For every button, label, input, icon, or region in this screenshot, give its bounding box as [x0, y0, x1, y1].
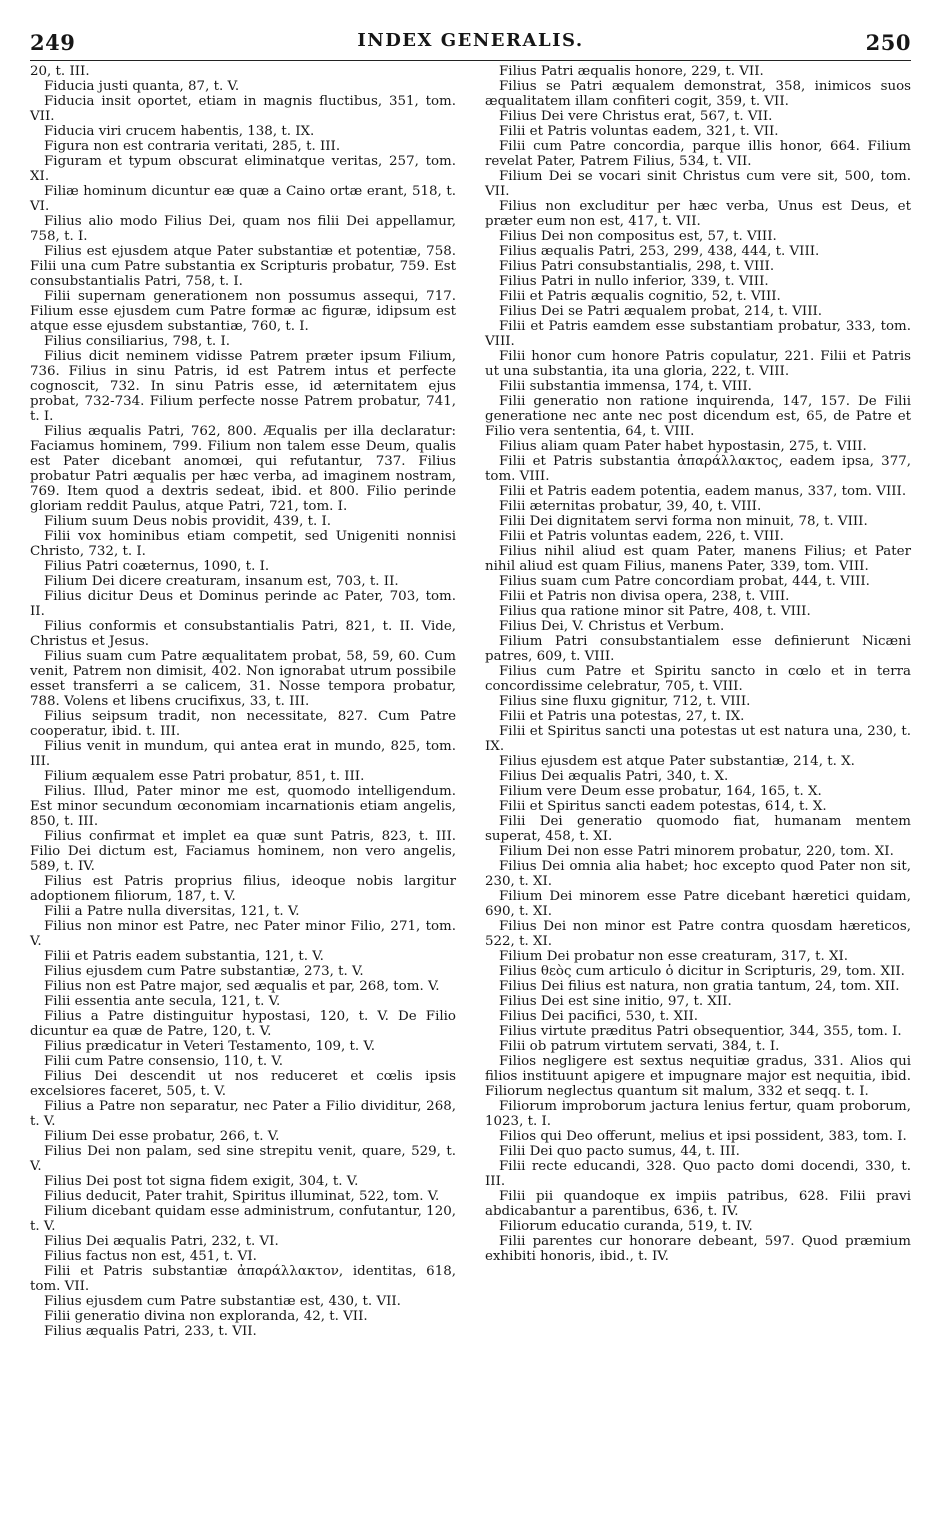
index-entry: Filius prædicatur in Veteri Testamento, 109, t. V. [44, 1039, 376, 1054]
index-entry: Filii æternitas probatur, 39, 40, t. VIII. [499, 499, 762, 514]
index-entry: Filius æqualis Patri, 233, t. VII. [44, 1324, 257, 1339]
index-entry: Filius non minor est Patre, nec Pater minor Filio, 271, tom. V. [30, 919, 456, 949]
index-entry: Filius est Patris proprius filius, ideoque nobis largitur adoptionem filiorum, 187, t. V. [30, 874, 456, 904]
index-entry: Filius suam cum Patre concordiam probat, 444, t. VIII. [499, 574, 870, 589]
index-entry: Filii honor cum honore Patris copulatur, 221. Filii et Patris ut una substantia, ita una gloria, 222, t. VIII. [485, 349, 911, 379]
index-entry: Filius virtute præditus Patri obsequentior, 344, 355, tom. I. [499, 1024, 902, 1039]
index-entry: Filius venit in mundum, qui antea erat in mundo, 825, tom. III. [30, 739, 456, 769]
index-entry: Filius Dei, V. Christus et Verbum. [499, 619, 725, 634]
index-entry: Filium Dei se vocari sinit Christus cum vere sit, 500, tom. VII. [485, 169, 911, 199]
index-entry: Filius sine fluxu gignitur, 712, t. VIII. [499, 694, 751, 709]
index-entry: Filius Dei æqualis Patri, 340, t. X. [499, 769, 729, 784]
index-entry: Filii generatio divina non exploranda, 42, t. VII. [44, 1309, 368, 1324]
index-entry: Filii et Spiritus sancti una potestas ut est natura una, 230, t. IX. [485, 724, 911, 754]
index-entry: Filius æqualis Patri, 762, 800. Æqualis per illa declaratur: Faciamus hominem, 799. Filium non talem esse Deum, qualis est Pater dicebant anomœi, qui refutantur, 737. Filius probatur Patri æqualis per hæc verba, ad imaginem nostram, 769. Item quod a dextris sedeat, ibid. et 800. Filio perinde gloriam reddit Paulus, atque Patri, 721, tom. I. [30, 424, 456, 514]
index-entry: Filius Dei descendit ut nos reduceret et cœlis ipsis excelsiores faceret, 505, t. V. [30, 1069, 456, 1099]
index-entry: Filius Dei se Patri æqualem probat, 214, t. VIII. [499, 304, 823, 319]
index-entry: Filius confirmat et implet ea quæ sunt Patris, 823, t. III. Filio Dei dictum est, Faciamus hominem, non vero angelis, 589, t. IV. [30, 829, 456, 874]
index-entry: Filii vox hominibus etiam competit, sed Unigeniti nonnisi Christo, 732, t. I. [30, 529, 456, 559]
index-entry: Filii ob patrum virtutem servati, 384, t. I. [499, 1039, 780, 1054]
page-header [30, 30, 911, 62]
index-entry: Filius est ejusdem atque Pater substantiæ et potentiæ, 758. Filii una cum Patre substantia ex Scripturis probatur, 759. Est consubstantialis Patri, 758, t. I. [30, 244, 456, 289]
index-entry: Filius Patri in nullo inferior, 339, t. VIII. [499, 274, 769, 289]
index-entry: Filium dicebant quidam esse administrum, confutantur, 120, t. V. [30, 1204, 456, 1234]
index-entry: Filiorum educatio curanda, 519, t. IV. [499, 1219, 753, 1234]
index-entry: Filius aliam quam Pater habet hypostasin, 275, t. VIII. [499, 439, 867, 454]
index-entry: Filius se Patri æqualem demonstrat, 358, inimicos suos æqualitatem illam confiteri cogit, 359, t. VII. [485, 79, 911, 109]
index-entry: Filii supernam generationem non possumus assequi, 717. Filium esse ejusdem cum Patre formæ ac figuræ, idipsum est atque esse ejusdem substantiæ, 760, t. I. [30, 289, 456, 334]
index-entry: Filii essentia ante secula, 121, t. V. [44, 994, 281, 1009]
index-entry: Filius nihil aliud est quam Pater, manens Filius; et Pater nihil aliud est quam Filius, manens Pater, 339, tom. VIII. [485, 544, 911, 574]
index-entry: Filii et Patris eamdem esse substantiam probatur, 333, tom. VIII. [485, 319, 911, 349]
index-entry: Filios negligere est sextus nequitiæ gradus, 331. Alios qui filios instituunt apigere et impugnare major est nequitia, ibid. Filiorum neglectus quantum sit malum, 332 et seqq. t. I. [485, 1054, 911, 1099]
index-entry: Fiducia viri crucem habentis, 138, t. IX. [44, 124, 315, 139]
index-entry: Filii et Patris substantia ἀπαράλλακτος, eadem ipsa, 377, tom. VIII. [485, 454, 911, 484]
index-entry: Filius. Illud, Pater minor me est, quomodo intelligendum. Est minor secundum œconomiam incarnationis etiam angelis, 850, t. III. [30, 784, 456, 829]
index-entry: Filii Dei quo pacto sumus, 44, t. III. [499, 1144, 740, 1159]
index-entry: Filius qua ratione minor sit Patre, 408, t. VIII. [499, 604, 811, 619]
index-entry: Filius ejusdem est atque Pater substantiæ, 214, t. X. [499, 754, 855, 769]
index-entry: Filius Dei non minor est Patre contra quosdam hæreticos, 522, t. XI. [485, 919, 911, 949]
index-entry: Filius Dei non palam, sed sine strepitu venit, quare, 529, t. V. [30, 1144, 456, 1174]
index-entry: Figura non est contraria veritati, 285, t. III. [44, 139, 341, 154]
index-entry: Filii et Spiritus sancti eadem potestas, 614, t. X. [499, 799, 827, 814]
index-entry: Filii et Patris voluntas eadem, 226, t. VIII. [499, 529, 784, 544]
index-entry: Filii et Patris una potestas, 27, t. IX. [499, 709, 745, 724]
index-entry: Figuram et typum obscurat eliminatque veritas, 257, tom. XI. [30, 154, 456, 184]
left-page-number: 249 [30, 30, 76, 55]
index-entry: Filius Dei pacifici, 530, t. XII. [499, 1009, 698, 1024]
index-entry: Filius ejusdem cum Patre substantiæ, 273, t. V. [44, 964, 364, 979]
index-entry: Filius Patri æqualis honore, 229, t. VII. [499, 64, 764, 79]
index-entry: Filius Dei post tot signa fidem exigit, 304, t. V. [44, 1174, 359, 1189]
index-entry: Filius dicit neminem vidisse Patrem præter ipsum Filium, 736. Filius in sinu Patris, id est Patrem intus et perfecte cognoscit, 732. In sinu Patris esse, id æternitatem ejus probat, 732-734. Filium perfecte nosse Patrem probatur, 741, t. I. [30, 349, 456, 424]
index-entry: Filii et Patris eadem substantia, 121, t. V. [44, 949, 324, 964]
index-entry: Filii cum Patre concordia, parque illis honor, 664. Filium revelat Pater, Patrem Filius, 534, t. VII. [485, 139, 911, 169]
index-entry: 20, t. III. [30, 64, 90, 79]
right-column [485, 64, 911, 1264]
index-entry: Filii a Patre nulla diversitas, 121, t. V. [44, 904, 300, 919]
left-column [30, 64, 456, 1339]
index-entry: Filius Dei vere Christus erat, 567, t. VII. [499, 109, 773, 124]
header-rule [30, 60, 911, 61]
index-entry: Filium Patri consubstantialem esse definierunt Nicæni patres, 609, t. VIII. [485, 634, 911, 664]
index-entry: Filius Dei est sine initio, 97, t. XII. [499, 994, 732, 1009]
index-entry: Filius Patri consubstantialis, 298, t. VIII. [499, 259, 775, 274]
index-entry: Filius θεὸς cum articulo ὁ dicitur in Scripturis, 29, tom. XII. [499, 964, 905, 979]
index-entry: Filius a Patre non separatur, nec Pater a Filio dividitur, 268, t. V. [30, 1099, 456, 1129]
index-entry: Filii substantia immensa, 174, t. VIII. [499, 379, 752, 394]
index-entry: Filium Dei probatur non esse creaturam, 317, t. XI. [499, 949, 849, 964]
index-entry: Filius seipsum tradit, non necessitate, 827. Cum Patre cooperatur, ibid. t. III. [30, 709, 456, 739]
index-entry: Fiducia justi quanta, 87, t. V. [44, 79, 240, 94]
index-entry: Filius Dei filius est natura, non gratia tantum, 24, tom. XII. [499, 979, 900, 994]
index-entry: Filius ejusdem cum Patre substantiæ est, 430, t. VII. [44, 1294, 401, 1309]
index-entry: Filius Dei omnia alia habet; hoc excepto quod Pater non sit, 230, t. XI. [485, 859, 911, 889]
index-entry: Filius alio modo Filius Dei, quam nos filii Dei appellamur, 758, t. I. [30, 214, 456, 244]
index-entry: Filii pii quandoque ex impiis patribus, 628. Filii pravi abdicabantur a parentibus, 636, t. IV. [485, 1189, 911, 1219]
right-page-number: 250 [865, 30, 911, 55]
index-entry: Filius suam cum Patre æqualitatem probat, 58, 59, 60. Cum venit, Patrem non dimisit, 402. Non ignorabat utrum possibile esset transferri a se calicem, 31. Nosse tempora probatur, 788. Volens et libens crucifixus, 33, t. III. [30, 649, 456, 709]
index-entry: Filius cum Patre et Spiritu sancto in cœlo et in terra concordissime celebratur, 705, t. VIII. [485, 664, 911, 694]
index-entry: Filius conformis et consubstantialis Patri, 821, t. II. Vide, Christus et Jesus. [30, 619, 456, 649]
index-entry: Filius factus non est, 451, t. VI. [44, 1249, 257, 1264]
page-title: INDEX GENERALIS. [357, 30, 584, 51]
index-entry: Filium Dei esse probatur, 266, t. V. [44, 1129, 280, 1144]
index-entry: Filii generatio non ratione inquirenda, 147, 157. De Filii generatione nec ante nec post dicendum est, 65, de Patre et Filio vera sententia, 64, t. VIII. [485, 394, 911, 439]
index-entry: Fiducia insit oportet, etiam in magnis fluctibus, 351, tom. VII. [30, 94, 456, 124]
index-entry: Filium vere Deum esse probatur, 164, 165, t. X. [499, 784, 822, 799]
index-entry: Filios qui Deo offerunt, melius et ipsi possident, 383, tom. I. [499, 1129, 907, 1144]
index-entry: Filius a Patre distinguitur hypostasi, 120, t. V. De Filio dicuntur ea quæ de Patre, 120, t. V. [30, 1009, 456, 1039]
index-entry: Filius deducit, Pater trahit, Spiritus illuminat, 522, tom. V. [44, 1189, 440, 1204]
index-entry: Filii et Patris æqualis cognitio, 52, t. VIII. [499, 289, 781, 304]
index-entry: Filius Patri coæternus, 1090, t. I. [44, 559, 270, 574]
index-entry: Filii parentes cur honorare debeant, 597. Quod præmium exhibiti honoris, ibid., t. IV. [485, 1234, 911, 1264]
index-entry: Filiorum improborum jactura lenius fertur, quam proborum, 1023, t. I. [485, 1099, 911, 1129]
index-entry: Filiæ hominum dicuntur eæ quæ a Caino ortæ erant, 518, t. VI. [30, 184, 456, 214]
index-entry: Filius Dei non compositus est, 57, t. VIII. [499, 229, 777, 244]
index-entry: Filium Dei dicere creaturam, insanum est, 703, t. II. [44, 574, 399, 589]
index-entry: Filii Dei dignitatem servi forma non minuit, 78, t. VIII. [499, 514, 868, 529]
index-entry: Filium Dei non esse Patri minorem probatur, 220, tom. XI. [499, 844, 894, 859]
index-entry: Filii et Patris eadem potentia, eadem manus, 337, tom. VIII. [499, 484, 907, 499]
index-entry: Filium æqualem esse Patri probatur, 851, t. III. [44, 769, 365, 784]
index-entry: Filius dicitur Deus et Dominus perinde ac Pater, 703, tom. II. [30, 589, 456, 619]
index-entry: Filii et Patris non divisa opera, 238, t. VIII. [499, 589, 790, 604]
index-entry: Filium suum Deus nobis providit, 439, t. I. [44, 514, 332, 529]
index-entry: Filius consiliarius, 798, t. I. [44, 334, 230, 349]
index-entry: Filius Dei æqualis Patri, 232, t. VI. [44, 1234, 279, 1249]
index-entry: Filius non excluditur per hæc verba, Unus est Deus, et præter eum non est, 417, t. VII. [485, 199, 911, 229]
index-entry: Filii et Patris voluntas eadem, 321, t. VII. [499, 124, 779, 139]
index-entry: Filium Dei minorem esse Patre dicebant hæretici quidam, 690, t. XI. [485, 889, 911, 919]
index-entry: Filius æqualis Patri, 253, 299, 438, 444, t. VIII. [499, 244, 820, 259]
index-entry: Filii et Patris substantiæ ἀπαράλλακτον, identitas, 618, tom. VII. [30, 1264, 456, 1294]
index-entry: Filius non est Patre major, sed æqualis et par, 268, tom. V. [44, 979, 440, 994]
index-entry: Filii recte educandi, 328. Quo pacto domi docendi, 330, t. III. [485, 1159, 911, 1189]
index-entry: Filii Dei generatio quomodo fiat, humanam mentem superat, 458, t. XI. [485, 814, 911, 844]
index-entry: Filii cum Patre consensio, 110, t. V. [44, 1054, 283, 1069]
